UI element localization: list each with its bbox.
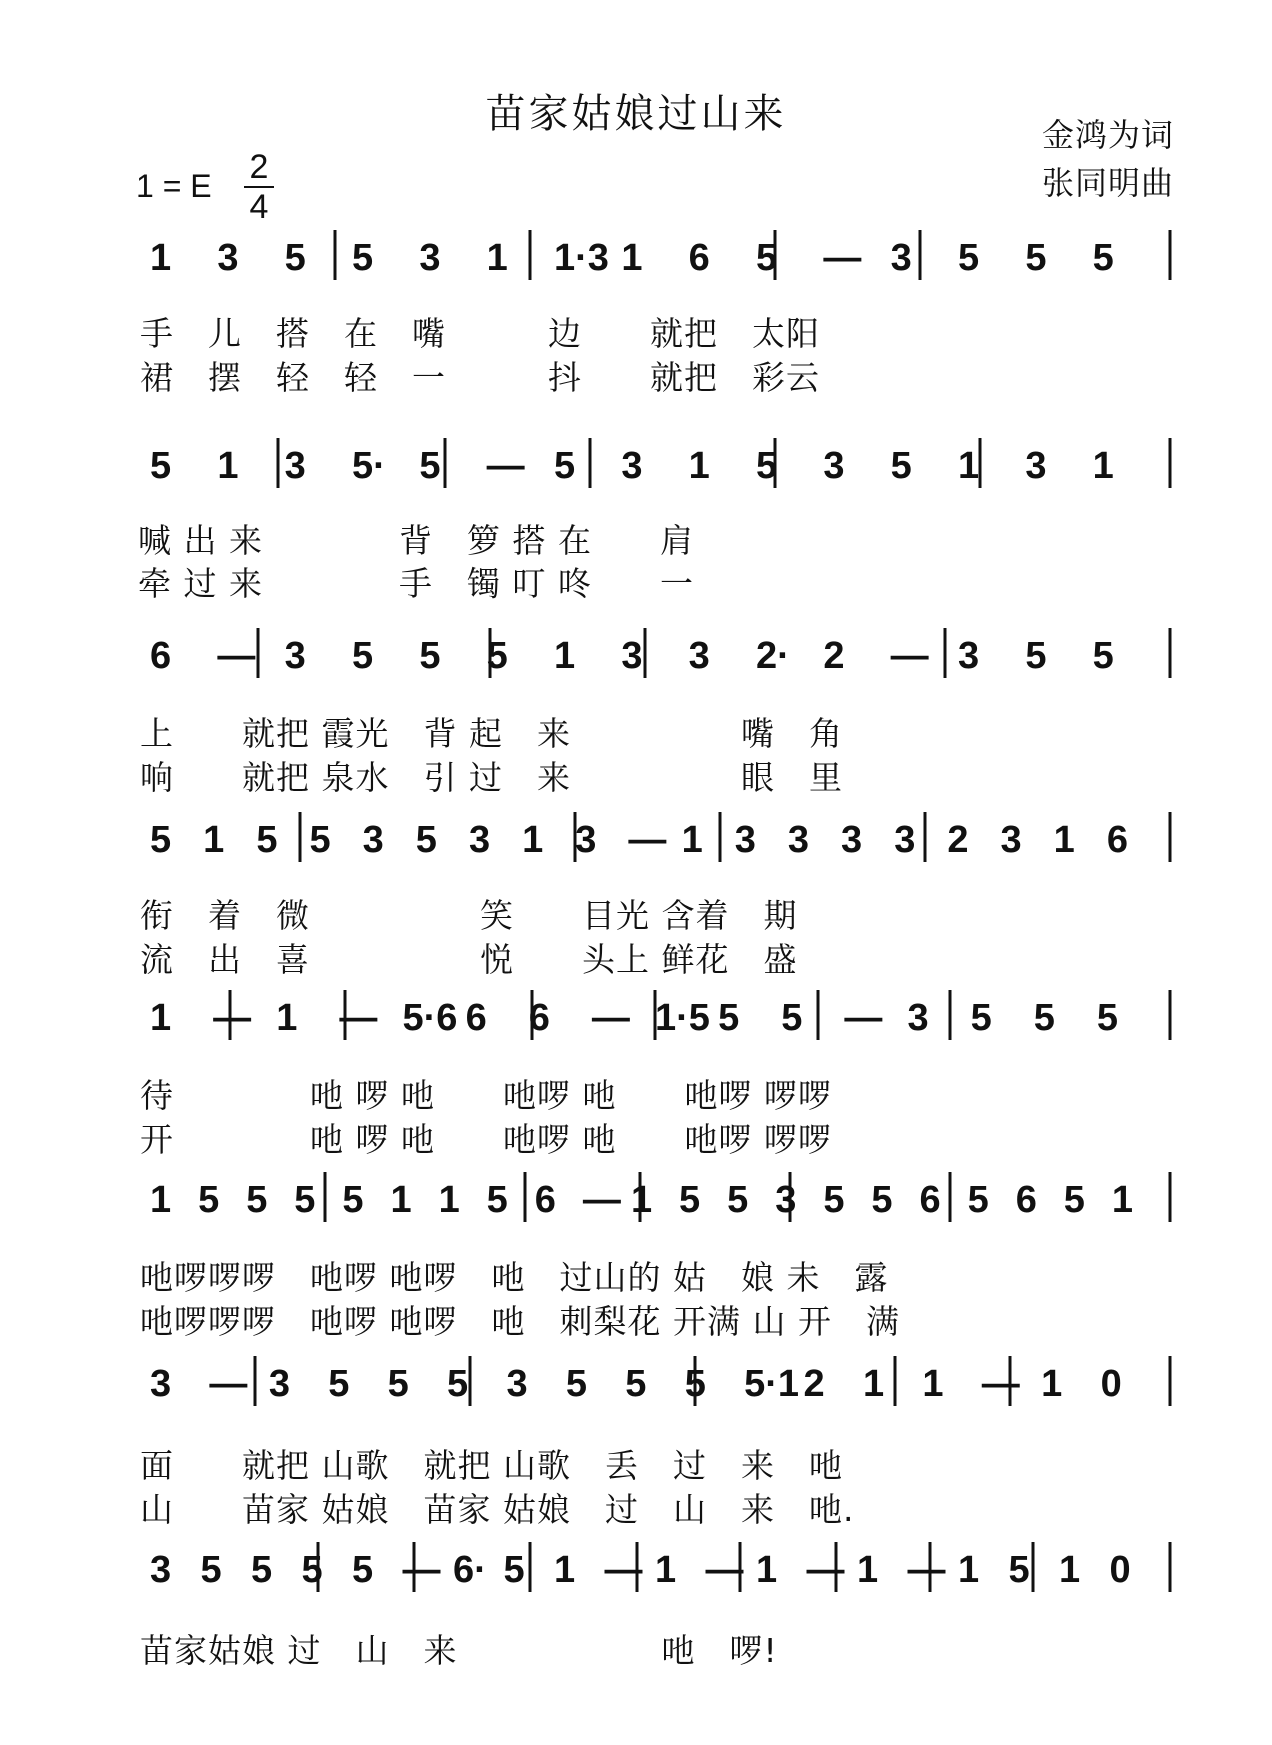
note: 1 xyxy=(1041,1363,1063,1405)
note: — xyxy=(628,819,667,861)
note: 6 xyxy=(534,1179,556,1221)
note: 1 xyxy=(857,1549,879,1591)
note: 5 xyxy=(150,819,172,861)
lyrics-line-7-1: 面 就把 山歌 就把 山歌 丢 过 来 吔 xyxy=(140,1446,843,1485)
note: — xyxy=(907,1549,946,1591)
note: 3 xyxy=(268,1363,290,1405)
note: 1 xyxy=(756,1549,778,1591)
note: 3 xyxy=(621,635,643,677)
note: 5 xyxy=(415,819,437,861)
note: 3 xyxy=(621,445,643,487)
note: 1 xyxy=(1092,445,1114,487)
note: 5 xyxy=(823,1179,845,1221)
note: 1 xyxy=(150,1179,172,1221)
note: — xyxy=(844,997,883,1039)
note: — xyxy=(339,997,378,1039)
lyrics-line-4-1: 衔 着 微 笑 目光 含着 期 xyxy=(140,896,798,935)
note: — xyxy=(604,1549,643,1591)
note: 3 xyxy=(958,635,980,677)
note: 5 xyxy=(198,1179,220,1221)
note: 3 xyxy=(688,635,710,677)
note: 5 xyxy=(328,1363,350,1405)
note: 5 xyxy=(890,445,912,487)
note: 5 xyxy=(284,237,306,279)
note: 5 xyxy=(967,1179,989,1221)
note: 1 xyxy=(554,1549,576,1591)
note: — xyxy=(582,1179,621,1221)
note: — xyxy=(213,997,252,1039)
lyrics-line-1-2: 裙 摆 轻 轻 一 抖 就把 彩云 xyxy=(140,358,820,397)
note: 5 xyxy=(486,635,508,677)
note: 3 xyxy=(1025,445,1047,487)
note: 1 xyxy=(655,1549,677,1591)
note: 5 xyxy=(625,1363,647,1405)
note: 5 xyxy=(447,1363,469,1405)
note: 0 xyxy=(1109,1549,1131,1591)
song-title: 苗家姑娘过山来 xyxy=(485,91,787,137)
note: 3 xyxy=(362,819,384,861)
note: 5 xyxy=(246,1179,268,1221)
note: 5 xyxy=(419,445,441,487)
note: 5· xyxy=(352,445,386,487)
note: 2· xyxy=(756,635,790,677)
note: 5 xyxy=(958,237,980,279)
note: — xyxy=(981,1363,1020,1405)
note: 6 xyxy=(150,635,172,677)
note: — xyxy=(806,1549,845,1591)
note: 1 xyxy=(630,1179,653,1221)
note: 5 xyxy=(1092,237,1114,279)
note: 5 xyxy=(309,819,331,861)
note: 5 xyxy=(756,237,778,279)
note: 3 xyxy=(894,819,916,861)
note: 1 xyxy=(922,1363,944,1405)
note: 5 xyxy=(684,1363,706,1405)
note: 1 xyxy=(522,819,544,861)
note: 3 xyxy=(506,1363,528,1405)
note: 5 xyxy=(1092,635,1114,677)
note: 1 xyxy=(150,237,172,279)
note: 1·5 xyxy=(655,997,710,1039)
note: 5 xyxy=(342,1179,364,1221)
note: 5 xyxy=(1025,635,1047,677)
note: 5·6 xyxy=(402,997,458,1039)
note: 3 xyxy=(468,819,491,861)
note: 1 xyxy=(390,1179,412,1221)
note: 5 xyxy=(718,997,740,1039)
note: 3 xyxy=(841,819,863,861)
note: — xyxy=(705,1549,744,1591)
lyrics-line-6-1: 吔啰啰啰 吔啰 吔啰 吔 过山的 姑 娘 未 露 xyxy=(140,1258,889,1297)
note: 1 xyxy=(688,445,710,487)
note: 3 xyxy=(150,1549,172,1591)
note: 5 xyxy=(301,1549,323,1591)
lyrics-line-3-1: 上 就把 霞光 背 起 来 嘴 角 xyxy=(140,714,843,753)
note: 1·3 xyxy=(554,237,609,279)
note: 1 xyxy=(554,635,576,677)
note: 6 xyxy=(688,237,710,279)
note: 1 xyxy=(486,237,508,279)
note: 3 xyxy=(734,819,756,861)
note: — xyxy=(591,997,630,1039)
key-signature: 1 = E xyxy=(136,168,212,204)
note: 5 xyxy=(419,635,441,677)
time-denominator: 4 xyxy=(249,188,269,226)
note: 3 xyxy=(217,237,239,279)
note: 1 xyxy=(1111,1179,1134,1221)
note: 5 xyxy=(871,1179,893,1221)
note: 5 xyxy=(1096,997,1119,1039)
note: 0 xyxy=(1100,1363,1122,1405)
note: 5 xyxy=(352,1549,374,1591)
note: 5 xyxy=(1033,997,1055,1039)
lyrics-line-4-2: 流 出 喜 悦 头上 鲜花 盛 xyxy=(140,940,798,979)
note: 3 xyxy=(890,237,912,279)
note: 6 xyxy=(528,997,550,1039)
note: 3 xyxy=(823,445,845,487)
note: 5 xyxy=(1008,1549,1030,1591)
note: 5 xyxy=(352,237,374,279)
note: — xyxy=(486,445,525,487)
lyrics-line-1-1: 手 儿 搭 在 嘴 边 就把 太阳 xyxy=(140,314,820,353)
note: 5 xyxy=(679,1179,701,1221)
note: 5·1 xyxy=(744,1363,800,1405)
note: 5 xyxy=(294,1179,316,1221)
note: 6 xyxy=(465,997,487,1039)
lyrics-line-2-1: 喊 出 来 背 箩 搭 在 肩 xyxy=(138,521,694,560)
note: 5 xyxy=(565,1363,588,1405)
note: 1 xyxy=(681,819,703,861)
note: 5 xyxy=(503,1549,525,1591)
note: — xyxy=(890,635,929,677)
note: 1 xyxy=(276,997,298,1039)
note: 3 xyxy=(775,1179,797,1221)
note: 1 xyxy=(203,819,225,861)
note: 5 xyxy=(554,445,576,487)
note: — xyxy=(217,635,256,677)
note: 5 xyxy=(1063,1179,1085,1221)
note: 5 xyxy=(256,819,278,861)
note: — xyxy=(209,1363,248,1405)
note: 2 xyxy=(823,635,845,677)
lyrics-line-7-2: 山 苗家 姑娘 苗家 姑娘 过 山 来 吔. xyxy=(140,1490,855,1529)
note: 3 xyxy=(284,445,306,487)
composer-credit: 张同明曲 xyxy=(1041,164,1174,202)
note: 1 xyxy=(1053,819,1075,861)
note: 1 xyxy=(958,1549,980,1591)
note: 5 xyxy=(970,997,992,1039)
note: 6· xyxy=(453,1549,487,1591)
lyrics-line-6-2: 吔啰啰啰 吔啰 吔啰 吔 刺梨花 开满 山 开 满 xyxy=(140,1302,900,1341)
note: 5 xyxy=(150,445,172,487)
lyrics-line-3-2: 响 就把 泉水 引 过 来 眼 里 xyxy=(140,758,843,797)
note: 5 xyxy=(727,1179,749,1221)
note: 6 xyxy=(1015,1179,1037,1221)
note: 3 xyxy=(575,819,597,861)
note: 2 xyxy=(947,819,969,861)
note: 1 xyxy=(1059,1549,1081,1591)
note: 5 xyxy=(756,445,778,487)
note: 3 xyxy=(150,1363,172,1405)
note: 5 xyxy=(387,1363,409,1405)
lyrics-line-5-1: 待 吔 啰 吔 吔啰 吔 吔啰 啰啰 xyxy=(140,1076,832,1115)
note: 5 xyxy=(1025,237,1047,279)
lyricist-credit: 金鸿为词 xyxy=(1041,116,1174,154)
note: 3 xyxy=(419,237,441,279)
note: 1 xyxy=(621,237,643,279)
note: 1 xyxy=(217,445,239,487)
note: 5 xyxy=(781,997,803,1039)
note: 5 xyxy=(251,1549,273,1591)
note: 5 xyxy=(486,1179,508,1221)
note: — xyxy=(823,237,862,279)
note: 5 xyxy=(352,635,374,677)
lyrics-line-8-1: 苗家姑娘 过 山 来 吔 啰! xyxy=(140,1631,778,1670)
note: 1 xyxy=(862,1363,885,1405)
note: — xyxy=(402,1549,441,1591)
note: 2 xyxy=(803,1363,825,1405)
note: 5 xyxy=(200,1549,222,1591)
note: 3 xyxy=(1000,819,1022,861)
note: 6 xyxy=(1106,819,1128,861)
note: 3 xyxy=(284,635,306,677)
note: 1 xyxy=(958,445,980,487)
time-numerator: 2 xyxy=(249,148,269,186)
note: 3 xyxy=(787,819,810,861)
lyrics-line-2-2: 牵 过 来 手 镯 叮 咚 一 xyxy=(138,564,694,603)
lyrics-line-5-2: 开 吔 啰 吔 吔啰 吔 吔啰 啰啰 xyxy=(140,1120,832,1159)
note: 6 xyxy=(919,1179,941,1221)
note: 3 xyxy=(907,997,929,1039)
note: 1 xyxy=(150,997,172,1039)
note: 1 xyxy=(438,1179,460,1221)
